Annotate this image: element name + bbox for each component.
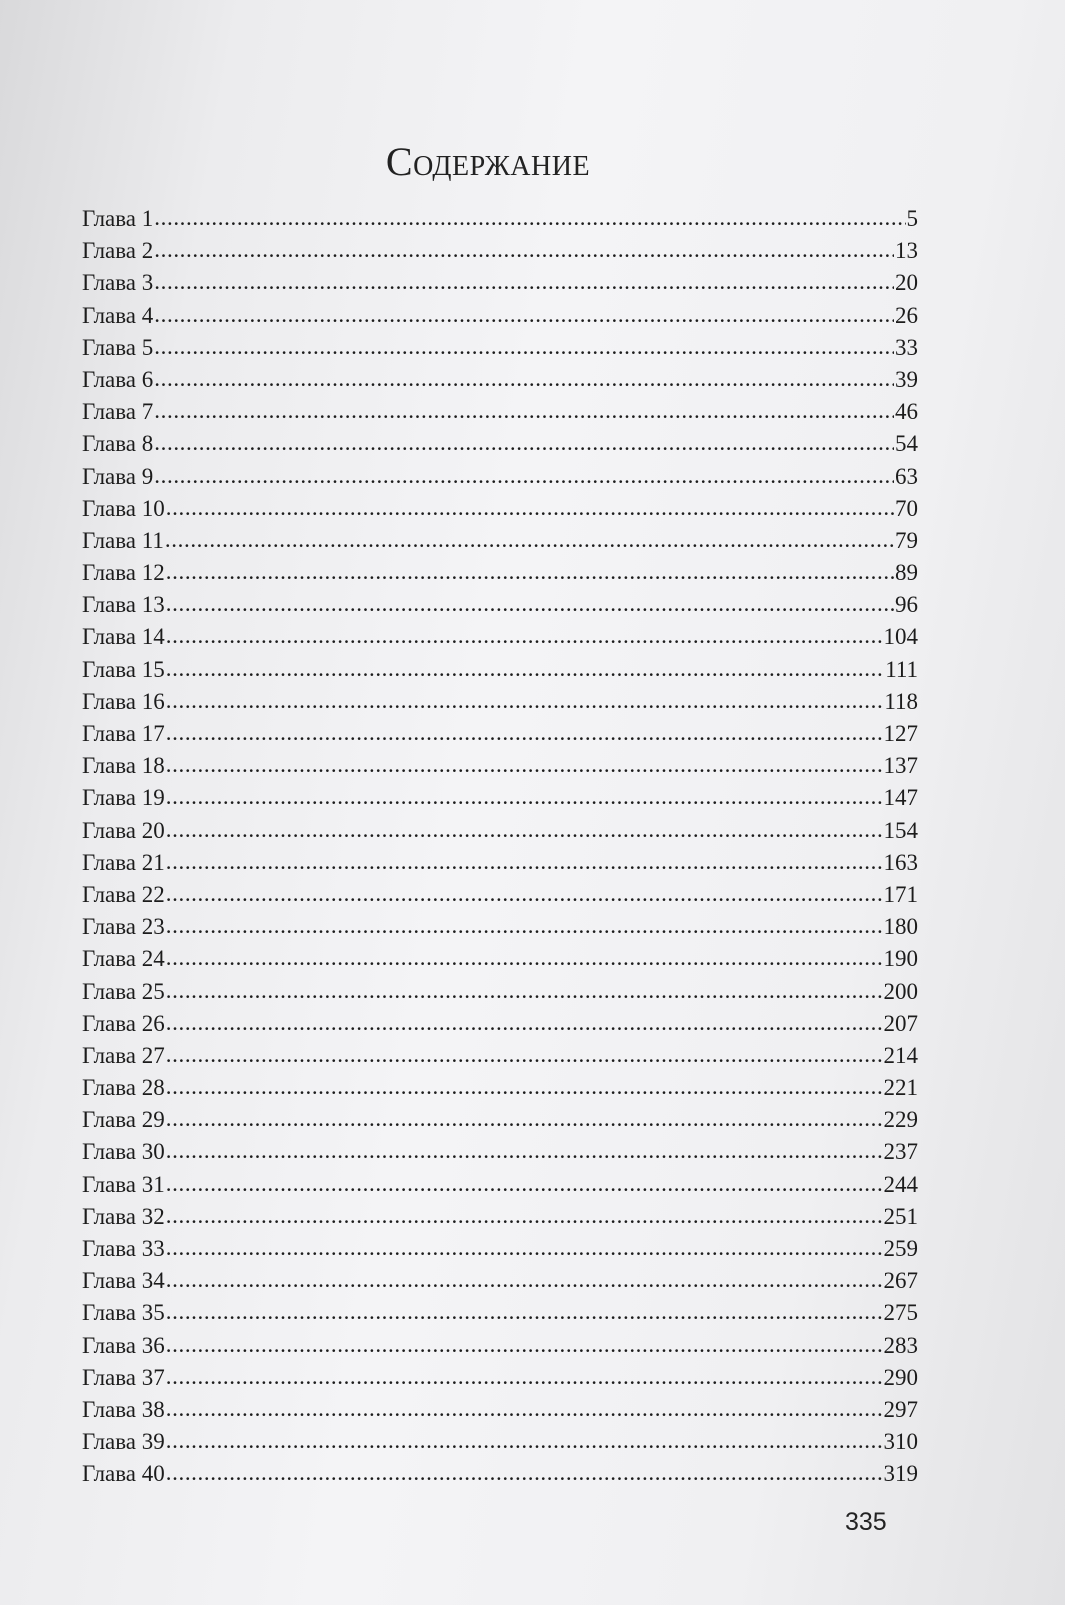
- toc-entry: [82, 1201, 918, 1233]
- toc-entry: [82, 332, 918, 364]
- toc-entry: [82, 267, 918, 299]
- toc-dot-leader: [166, 1233, 883, 1264]
- toc-dot-leader: [166, 1040, 883, 1071]
- table-of-contents: [82, 203, 918, 1491]
- toc-entry: [82, 815, 918, 847]
- toc-entry-page: 290: [883, 1364, 918, 1390]
- toc-entry: [82, 428, 918, 460]
- toc-entry-page: 180: [883, 914, 918, 940]
- toc-entry-label: Глава 6: [82, 366, 154, 392]
- toc-dot-leader: [166, 718, 883, 749]
- toc-entry-page: 89: [895, 560, 918, 586]
- toc-entry-label: Глава 14: [82, 624, 165, 650]
- toc-entry: [82, 1104, 918, 1136]
- toc-dot-leader: [166, 847, 883, 878]
- toc-entry-page: 207: [883, 1010, 918, 1036]
- toc-entry: [82, 493, 918, 525]
- toc-entry: [82, 1072, 918, 1104]
- toc-entry-label: Глава 31: [82, 1171, 165, 1197]
- toc-dot-leader: [166, 1458, 883, 1489]
- toc-dot-leader: [166, 1297, 883, 1328]
- toc-entry-label: Глава 23: [82, 914, 165, 940]
- toc-entry-page: 171: [883, 881, 918, 907]
- toc-entry-label: Глава 40: [82, 1461, 165, 1487]
- toc-entry: [82, 879, 918, 911]
- toc-dot-leader: [154, 364, 894, 395]
- toc-entry-page: 310: [883, 1429, 918, 1455]
- toc-entry-page: 118: [884, 688, 918, 714]
- toc-entry-page: 214: [883, 1042, 918, 1068]
- toc-entry: [82, 1362, 918, 1394]
- toc-entry-page: 259: [883, 1236, 918, 1261]
- toc-dot-leader: [166, 976, 883, 1007]
- toc-entry: [82, 396, 918, 428]
- toc-dot-leader: [166, 879, 883, 910]
- toc-entry: [82, 976, 918, 1008]
- toc-entry-label: Глава 25: [82, 978, 165, 1004]
- toc-entry-page: 137: [883, 753, 918, 779]
- toc-entry-label: Глава 18: [82, 753, 165, 779]
- toc-entry-label: Глава 20: [82, 817, 165, 843]
- toc-dot-leader: [166, 1330, 883, 1361]
- toc-entry-label: Глава 30: [82, 1139, 165, 1165]
- toc-entry-page: 5: [906, 206, 918, 231]
- toc-entry: [82, 525, 918, 557]
- toc-entry: [82, 1040, 918, 1072]
- toc-entry-page: 154: [883, 817, 918, 843]
- toc-dot-leader: [166, 654, 884, 685]
- toc-entry-label: Глава 26: [82, 1010, 165, 1036]
- toc-entry-label: Глава 10: [82, 495, 165, 521]
- toc-entry-label: Глава 29: [82, 1107, 165, 1133]
- toc-dot-leader: [166, 750, 883, 781]
- toc-entry: [82, 364, 918, 396]
- toc-entry-page: 244: [883, 1171, 918, 1197]
- page-title: Содержание: [385, 139, 591, 184]
- toc-entry-label: Глава 19: [82, 785, 165, 811]
- toc-entry-label: Глава 4: [82, 302, 154, 328]
- toc-dot-leader: [166, 621, 883, 652]
- toc-entry-label: Глава 11: [82, 527, 164, 553]
- toc-entry: [82, 943, 918, 975]
- toc-entry: [82, 782, 918, 814]
- toc-entry-label: Глава 27: [82, 1042, 165, 1068]
- toc-entry-label: Глава 24: [82, 946, 165, 972]
- toc-entry-page: 229: [883, 1107, 918, 1133]
- toc-dot-leader: [154, 267, 894, 298]
- toc-dot-leader: [166, 589, 894, 620]
- toc-entry-label: Глава 17: [82, 721, 165, 746]
- toc-entry-page: 297: [883, 1396, 918, 1422]
- toc-entry-label: Глава 28: [82, 1075, 165, 1101]
- toc-entry-label: Глава 16: [82, 688, 165, 714]
- toc-dot-leader: [166, 1362, 883, 1393]
- toc-entry: [82, 1297, 918, 1329]
- toc-dot-leader: [166, 815, 883, 846]
- toc-entry-label: Глава 1: [82, 206, 154, 231]
- toc-entry-page: 163: [883, 849, 918, 875]
- toc-entry: [82, 1008, 918, 1040]
- toc-dot-leader: [166, 1008, 883, 1039]
- toc-entry-label: Глава 34: [82, 1268, 165, 1294]
- toc-entry: [82, 750, 918, 782]
- toc-dot-leader: [166, 1072, 883, 1103]
- toc-dot-leader: [165, 525, 894, 556]
- toc-entry: [82, 1426, 918, 1458]
- toc-entry: [82, 1169, 918, 1201]
- toc-entry-label: Глава 38: [82, 1396, 165, 1422]
- toc-entry: [82, 1330, 918, 1362]
- toc-entry-page: 54: [895, 431, 918, 457]
- toc-dot-leader: [166, 493, 894, 524]
- toc-entry: [82, 1458, 918, 1490]
- toc-entry-label: Глава 36: [82, 1332, 165, 1358]
- toc-entry: [82, 718, 918, 750]
- toc-entry-page: 46: [895, 399, 918, 425]
- toc-entry-page: 96: [895, 592, 918, 618]
- toc-entry-page: 70: [895, 495, 918, 521]
- toc-entry-page: 20: [895, 270, 918, 296]
- toc-dot-leader: [166, 686, 884, 717]
- toc-entry-label: Глава 3: [82, 270, 154, 296]
- toc-dot-leader: [166, 1169, 883, 1200]
- toc-entry: [82, 1233, 918, 1265]
- toc-entry-label: Глава 5: [82, 334, 154, 360]
- toc-entry: [82, 621, 918, 653]
- toc-dot-leader: [166, 557, 894, 588]
- toc-entry: [82, 1265, 918, 1297]
- toc-entry: [82, 654, 918, 686]
- toc-dot-leader: [154, 396, 894, 427]
- toc-entry-label: Глава 7: [82, 399, 154, 425]
- toc-entry-label: Глава 13: [82, 592, 165, 618]
- toc-entry: [82, 1394, 918, 1426]
- toc-dot-leader: [154, 300, 894, 331]
- toc-dot-leader: [166, 1265, 883, 1296]
- toc-entry-label: Глава 39: [82, 1429, 165, 1455]
- toc-dot-leader: [166, 911, 883, 942]
- toc-entry: [82, 589, 918, 621]
- toc-entry-label: Глава 35: [82, 1300, 165, 1326]
- toc-entry: [82, 847, 918, 879]
- toc-entry: [82, 300, 918, 332]
- toc-entry-page: 275: [883, 1300, 918, 1326]
- toc-entry-page: 127: [883, 721, 918, 746]
- toc-entry-page: 283: [883, 1332, 918, 1358]
- toc-entry-label: Глава 37: [82, 1364, 165, 1390]
- toc-entry-label: Глава 8: [82, 431, 154, 457]
- toc-dot-leader: [154, 461, 894, 492]
- page-number: 335: [845, 1508, 887, 1536]
- toc-dot-leader: [154, 332, 894, 363]
- toc-entry-page: 39: [895, 366, 918, 392]
- toc-entry-page: 79: [895, 527, 918, 553]
- toc-dot-leader: [154, 428, 894, 459]
- toc-entry: [82, 235, 918, 267]
- toc-entry: [82, 1136, 918, 1168]
- toc-entry-page: 147: [883, 785, 918, 811]
- toc-entry-page: 111: [885, 656, 918, 682]
- toc-entry-label: Глава 9: [82, 463, 154, 489]
- toc-dot-leader: [166, 1201, 883, 1232]
- toc-dot-leader: [166, 1104, 883, 1135]
- toc-entry: [82, 461, 918, 493]
- toc-entry-page: 63: [895, 463, 918, 489]
- toc-entry-page: 237: [883, 1139, 918, 1165]
- toc-entry-label: Глава 2: [82, 238, 154, 264]
- toc-entry-page: 13: [895, 238, 918, 264]
- toc-entry-label: Глава 15: [82, 656, 165, 682]
- toc-entry-page: 190: [883, 946, 918, 972]
- toc-entry: [82, 686, 918, 718]
- toc-entry-page: 26: [895, 302, 918, 328]
- toc-dot-leader: [154, 203, 905, 234]
- toc-dot-leader: [166, 1136, 883, 1167]
- toc-entry-page: 267: [883, 1268, 918, 1294]
- toc-entry: [82, 911, 918, 943]
- toc-entry-label: Глава 12: [82, 560, 165, 586]
- toc-entry-label: Глава 22: [82, 881, 165, 907]
- toc-entry-page: 33: [895, 334, 918, 360]
- toc-entry: [82, 203, 918, 235]
- toc-entry-page: 104: [883, 624, 918, 650]
- toc-dot-leader: [166, 1394, 883, 1425]
- toc-dot-leader: [166, 782, 883, 813]
- toc-dot-leader: [154, 235, 894, 266]
- toc-dot-leader: [166, 943, 883, 974]
- toc-entry-label: Глава 32: [82, 1203, 165, 1229]
- toc-entry-page: 200: [883, 978, 918, 1004]
- toc-entry-page: 319: [883, 1461, 918, 1487]
- toc-entry-label: Глава 33: [82, 1236, 165, 1261]
- toc-dot-leader: [166, 1426, 883, 1457]
- toc-entry: [82, 557, 918, 589]
- toc-entry-label: Глава 21: [82, 849, 165, 875]
- toc-entry-page: 221: [883, 1075, 918, 1101]
- toc-entry-page: 251: [883, 1203, 918, 1229]
